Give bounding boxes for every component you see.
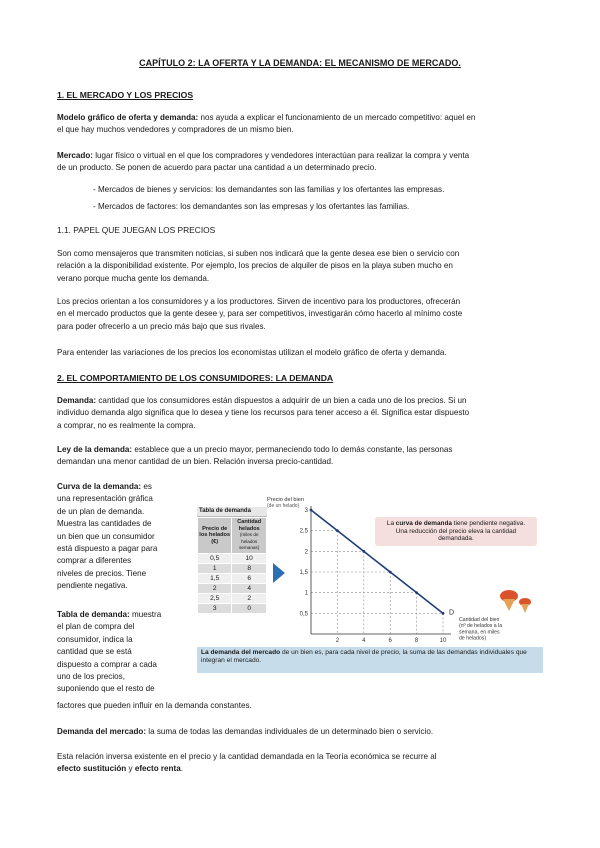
table-header-quantity-label: Cantidad helados [237,519,262,532]
text-line: Muestra las cantidades de [57,519,152,529]
text-line: Los precios orientan a los consumidores y a los productores. Sirven de incentivo para los productores, ofrecerán [57,297,461,306]
y-tick-label: 1,5 [299,570,308,576]
x-axis-label: Cantidad del bien [459,617,500,623]
demand-table-title: Tabla de demanda [197,507,267,517]
table-cell: 1 [198,563,232,573]
term-modelo: Modelo gráfico de oferta y demanda: [57,113,199,122]
text-line: para poder ofrecerlo a un precio más bajo que sus rivales. [57,321,266,331]
x-tick-label: 4 [362,638,366,644]
demand-point [442,612,445,615]
ice-cream-icon [500,590,531,613]
table-header-price: Precio de los helados (€) [198,518,232,554]
y-axis-label: Precio del bien [267,497,305,503]
table-cell: 0 [232,603,267,613]
y-tick-label: 2,5 [299,528,308,535]
term-mercado: Mercado: [57,151,93,160]
table-cell: 2,5 [198,593,232,603]
term-sustitucion: efecto sustitución [57,764,127,774]
y-tick-label: 2 [304,549,308,556]
demand-figure [197,493,543,681]
curve-note [375,517,537,546]
table-cell: 10 [232,553,267,563]
caption-text: de un bien es, para cada nivel de precio, la suma de las demandas individuales que integran el mercado. [201,649,527,665]
demand-point [389,571,392,574]
text-line: de un plan de demanda. [57,506,145,516]
y-tick-label: 0,5 [299,611,308,618]
text-line: el que hay muchos vendedores y compradores de un mismo bien. [57,125,294,135]
term-demanda: Demanda: [57,396,97,405]
market-demand-caption [197,647,543,673]
paragraph-demanda-mercado [57,726,543,738]
text-line: demandan una menor cantidad de un bien. Relación inversa precio-cantidad. [57,457,334,467]
text-line: muestra [129,610,162,619]
text-line: cantidad que los consumidores están dispuestos a adquirir de un bien a cada uno de los precios. Si un [96,396,467,405]
page-title: CAPÍTULO 2: LA OFERTA Y LA DEMANDA: EL MECANISMO DE MERCADO. [139,58,461,68]
caption-term: La demanda del mercado [201,649,281,656]
text-line: está dispuesto a pagar para [57,544,158,554]
text-line: individuo demanda algo significa que lo desea y tiene los recursos para tener acceso a él. Significa estar dispuesto [57,408,470,418]
table-cell: 3 [198,603,232,613]
paragraph-variaciones: Para entender las variaciones de los precios los economistas utilizan el modelo gráfico de oferta y demanda. [57,348,447,357]
x-axis-label: semana, en miles [459,629,500,636]
text-line: pendiente negativa. [57,581,128,591]
paragraph-precios [57,248,543,285]
note-term: curva de demanda [395,520,452,527]
text-line: un bien que un consumidor [57,531,155,541]
text-line: Esta relación inversa existente en el precio y la cantidad demandada en la Teoría económica se recurre al [57,752,437,761]
text-line: suponiendo que el resto de [57,684,155,694]
text-line: el plan de compra del [57,622,135,632]
paragraph-curva [57,481,179,593]
list-item: - Mercados de bienes y servicios: los demandantes son las familias y los ofertantes las empresas. [93,185,445,194]
section-heading-2: 2. EL COMPORTAMIENTO DE LOS CONSUMIDORES: LA DEMANDA [57,373,334,383]
demand-point [415,591,418,594]
arrow-icon [273,563,285,583]
demand-point [336,529,339,532]
text-line: cantidad que se está [57,647,132,657]
demand-point [362,550,365,553]
curve-label: D [449,609,455,617]
paragraph-demanda [57,395,543,432]
note-text: Una reducción del precio eleva la cantidad demandada. [395,527,517,543]
section-heading-1: 1. EL MERCADO Y LOS PRECIOS [57,90,194,100]
table-cell: 1,5 [198,573,232,583]
term-tabla: Tabla de demanda: [57,610,130,619]
text-line: es [141,482,152,491]
text-line: verano porque mucha gente los demanda. [57,273,210,283]
text-line: establece que a un precio mayor, permaneciendo todo lo demás constante, las personas [132,445,453,454]
table-cell: 2 [198,583,232,593]
term-renta: efecto renta [134,764,181,774]
text-line: de un producto. Se ponen de acuerdo para pactar una cantidad a un determinado precio. [57,163,377,173]
paragraph-tabla [57,609,179,696]
text-line: . [180,764,183,774]
table-header-quantity-sub: (miles de helados semanas) [239,532,260,551]
table-cell: 8 [232,563,267,573]
table-cell: 6 [232,573,267,583]
text-line: lugar físico o virtual en el que los compradores y vendedores interactúan para realizar la compra y venta [92,151,470,160]
table-cell: 4 [232,583,267,593]
text-line: nos ayuda a explicar el funcionamiento de un mercado competitivo: aquel en [198,113,476,122]
text-line: en el mercado productos que la gente desee y, para ser competitivos, investigarán cómo hacerlo al mínimo coste [57,309,463,319]
x-tick-label: 10 [439,638,447,644]
text-line: dispuesto a comprar a cada [57,659,157,669]
paragraph-modelo [57,112,543,137]
term-ley: Ley de la demanda: [57,445,133,454]
subsection-heading: 1.1. PAPEL QUE JUEGAN LOS PRECIOS [57,225,216,235]
note-text: La [386,520,396,527]
text-line: uno de los precios, [57,672,125,682]
table-cell: 0,5 [198,553,232,563]
x-tick-label: 6 [388,638,392,644]
text-line: consumidor, indica la [57,634,133,644]
text-line: relación a la disponibilidad existente. Por ejemplo, los precios de alquiler de pisos en la playa suben mucho en [57,261,453,271]
paragraph-orientan [57,296,543,333]
text-line: la suma de todas las demandas individuales de un determinado bien o servicio. [146,727,434,736]
x-tick-label: 8 [414,638,419,644]
text-line: comprar a diferentes [57,556,132,566]
table-cell: 2 [232,593,267,603]
text-line: niveles de precios. Tiene [57,568,147,578]
x-axis-label: de helados) [459,635,487,642]
term-curva: Curva de la demanda: [57,482,142,491]
text-line: a comprar, no es realmente la compra. [57,420,196,430]
text-line: una representación gráfica [57,494,153,504]
paragraph-relacion [57,751,543,776]
y-tick-label: 3 [304,508,308,514]
text-line: y [126,764,135,774]
list-item: - Mercados de factores: los demandantes son las empresas y los ofertantes las familias. [93,202,410,211]
text-line: factores que pueden influir en la demanda constantes. [57,701,252,710]
paragraph-ley [57,444,543,469]
text-line: Son como mensajeros que transmiten noticias, si suben nos indicará que la gente desea ese bien o servicio con [57,249,460,258]
x-tick-label: 2 [335,638,340,644]
y-axis-label-sub: (de un helado) [267,503,300,509]
term-demanda-mercado: Demanda del mercado: [57,727,147,736]
y-tick-label: 1 [304,590,308,597]
demand-point [310,509,313,512]
x-axis-label: (nº de helados a la [459,623,503,630]
paragraph-mercado [57,150,543,175]
note-text: tiene pendiente negativa. [451,520,526,527]
